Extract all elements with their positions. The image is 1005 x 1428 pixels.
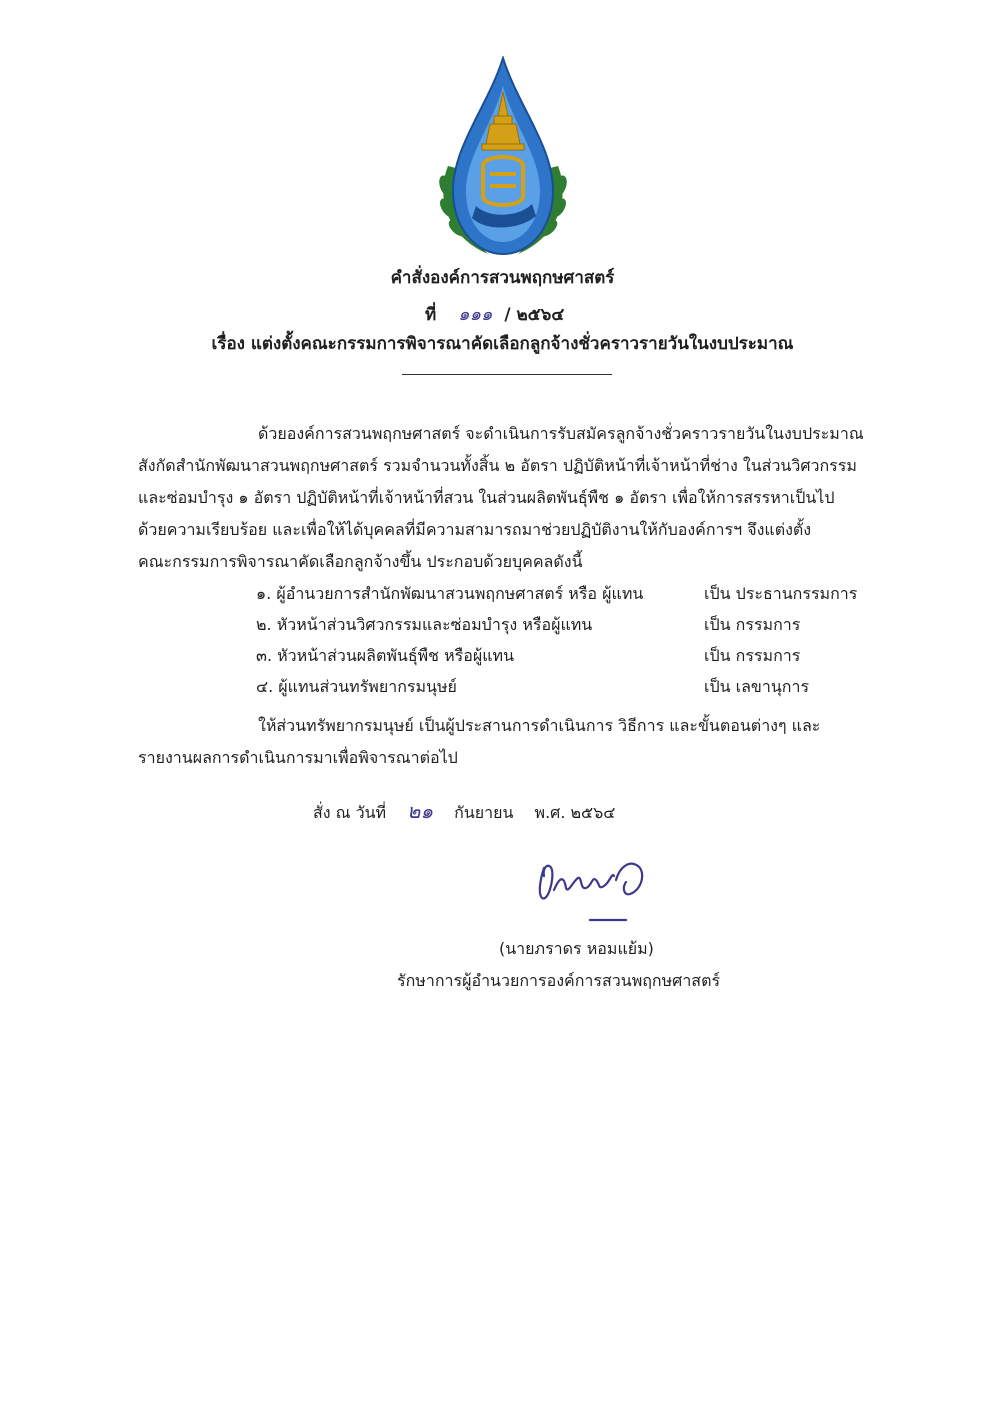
paragraph-1-line: สังกัดสำนักพัฒนาสวนพฤกษศาสตร์ รวมจำนวนทั้งสิ้น ๒ อัตรา ปฏิบัติหน้าที่เจ้าหน้าที่ช่าง ในส่วนวิศวกรรม [138,456,857,475]
member-role: เป็น เลขานุการ [704,677,810,696]
date-year: พ.ศ. ๒๕๖๔ [534,803,616,822]
date-prefix: สั่ง ณ วันที่ [313,803,387,822]
order-prefix: ที่ [425,305,437,325]
paragraph-1-line: คณะกรรมการพิจารณาคัดเลือกลูกจ้างขึ้น ประกอบด้วยบุคคลดังนี้ [138,552,583,571]
date-month: กันยายน [454,803,514,822]
title-underline [402,374,612,375]
paragraph-1 [138,418,910,578]
paragraph-1-line: และซ่อมบำรุง ๑ อัตรา ปฏิบัติหน้าที่เจ้าหน้าที่สวน ในส่วนผลิตพันธุ์พืช ๑ อัตรา เพื่อให้การสรรหาเป็นไป [138,488,835,507]
paragraph-2-line: ให้ส่วนทรัพยากรมนุษย์ เป็นผู้ประสานการดำเนินการ วิธีการ และขั้นตอนต่างๆ และ [258,716,821,735]
member-role: เป็น ประธานกรรมการ [704,584,858,603]
list-item [256,609,906,640]
committee-member-list [256,578,906,702]
signer-name: (นายภราดร หอมแย้ม) [499,939,654,958]
handwritten-signature [530,850,660,930]
list-item [256,640,906,671]
date-day-handwritten: ๒๑ [407,799,434,823]
paragraph-2-line: รายงานผลการดำเนินการมาเพื่อพิจารณาต่อไป [138,748,458,767]
order-subject: เรื่อง แต่งตั้งคณะกรรมการพิจารณาคัดเลือกลูกจ้างชั่วคราวรายวันในงบประมาณ [211,334,794,354]
member-role: เป็น กรรมการ [704,615,801,634]
signer-title: รักษาการผู้อำนวยการองค์การสวนพฤกษศาสตร์ [397,971,721,990]
paragraph-1-line: ด้วยความเรียบร้อย และเพื่อให้ได้บุคคลที่มีความสามารถมาช่วยปฏิบัติงานให้กับองค์การฯ จึงแต่งตั้ง [138,520,812,539]
order-number [425,299,564,328]
order-year: / ๒๕๖๔ [504,305,565,325]
member-role: เป็น กรรมการ [704,646,801,665]
org-title: คำสั่งองค์การสวนพฤกษศาสตร์ [390,268,615,288]
list-item [256,578,906,609]
member-name: ๔. ผู้แทนส่วนทรัพยากรมนุษย์ [256,677,457,696]
order-date [313,795,615,827]
botanical-garden-organization-logo [428,56,578,266]
member-name: ๒. หัวหน้าส่วนวิศวกรรมและซ่อมบำรุง หรือผู้แทน [256,615,593,634]
paragraph-1-line: ด้วยองค์การสวนพฤกษศาสตร์ จะดำเนินการรับสมัครลูกจ้างชั่วคราวรายวันในงบประมาณ [258,424,864,443]
paragraph-2 [138,710,910,774]
member-name: ๓. หัวหน้าส่วนผลิตพันธุ์พืช หรือผู้แทน [256,646,515,665]
member-name: ๑. ผู้อำนวยการสำนักพัฒนาสวนพฤกษศาสตร์ หรือ ผู้แทน [256,584,644,603]
order-number-handwritten: ๑๑๑ [458,304,493,325]
list-item [256,671,906,702]
